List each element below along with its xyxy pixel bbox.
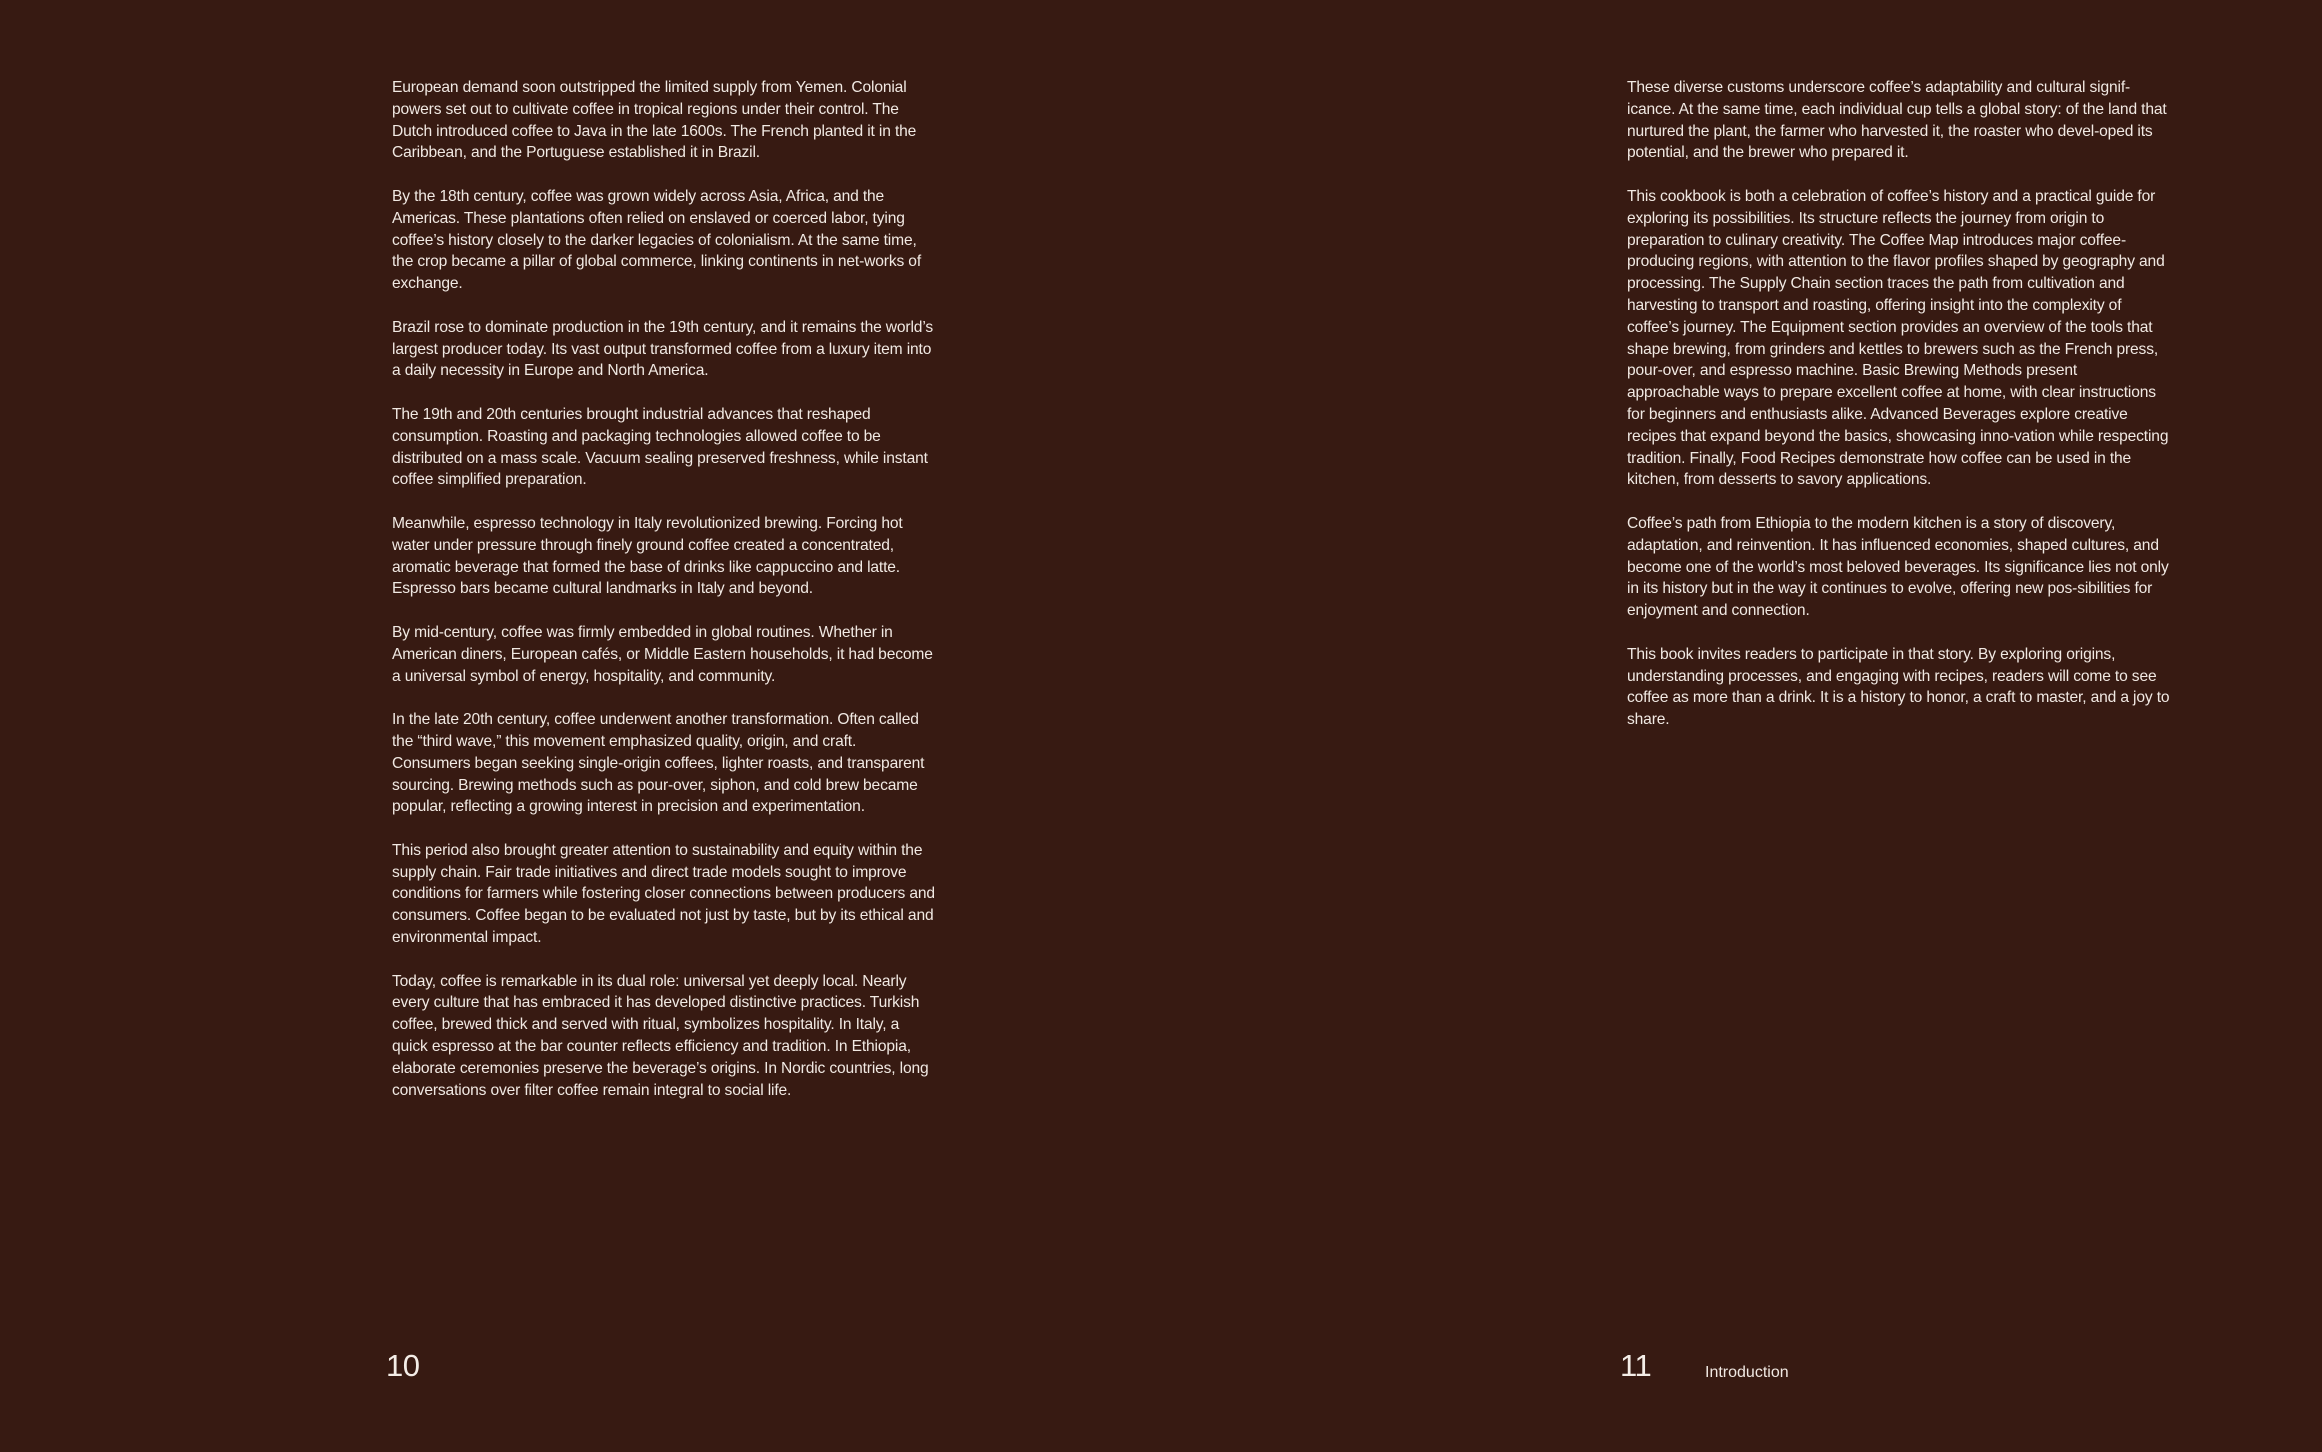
page-number-right: 11 [1620,1348,1652,1383]
paragraph: Brazil rose to dominate production in the 19th century, and it remains the world’s largest producer today. Its vast output transformed coffee from a luxury item into a daily necessity in Europe and North America. [392,318,933,380]
paragraph: European demand soon outstripped the limited supply from Yemen. Colonial powers set out to cultivate coffee in tropical regions under their control. The Dutch introduced coffee to Java in the late 1600s. The French planted it in the Caribbean, and the Portuguese established it in Brazil. [392,79,917,162]
right-page [1161,0,2322,1452]
paragraph: These diverse customs underscore coffee’s adaptability and cultural signif-icance. At the same time, each individual cup tells a global story: of the land that nurtured the plant, the farmer who harvested it, the roaster who devel-oped its potential, and the brewer who prepared it. [1627,79,2167,162]
paragraph: Coffee’s path from Ethiopia to the modern kitchen is a story of discovery, adaptation, and reinvention. It has influenced economies, shaped cultures, and become one of the world’s most beloved beverages. Its significance lies not only in its history but in the way it continues to evolve, offering new pos-sibilities for enjoyment and connection. [1627,514,2169,620]
paragraph: By mid-century, coffee was firmly embedded in global routines. Whether in American diners, European cafés, or Middle Eastern households, it had become a universal symbol of energy, hospitality, and community. [392,623,933,685]
paragraph: The 19th and 20th centuries brought industrial advances that reshaped consumption. Roasting and packaging technologies allowed coffee to be distributed on a mass scale. Vacuum sealing preserved freshness, while instant coffee simplified preparation. [392,405,928,489]
paragraph: This book invites readers to participate in that story. By exploring origins, understanding processes, and engaging with recipes, readers will come to see coffee as more than a drink. It is a history to honor, a craft to master, and a joy to share. [1627,645,2170,729]
paragraph: Today, coffee is remarkable in its dual role: universal yet deeply local. Nearly every culture that has embraced it has developed distinctive practices. Turkish coffee, brewed thick and served with ritual, symbolizes hospitality. In Italy, a quick espresso at the bar counter reflects efficiency and tradition. In Ethiopia, elaborate ceremonies preserve the beverage’s origins. In Nordic countries, long conversations over filter coffee remain integral to social life. [392,972,929,1099]
paragraph: By the 18th century, coffee was grown widely across Asia, Africa, and the Americas. These plantations often relied on enslaved or coerced labor, tying coffee’s history closely to the darker legacies of colonialism. At the same time, the crop became a pillar of global commerce, linking continents in net-works of exchange. [392,187,921,293]
running-head: Introduction [1705,1364,1789,1381]
right-text-column [1627,77,2172,753]
page-number-left: 10 [386,1348,420,1383]
paragraph: This cookbook is both a celebration of coffee’s history and a practical guide for exploring its possibilities. Its structure reflects the journey from origin to preparation to culinary creativity. The Coffee Map introduces major coffee-producing regions, with attention to the flavor profiles shaped by geography and processing. The Supply Chain section traces the path from cultivation and harvesting to transport and roasting, offering insight into the complexity of coffee’s journey. The Equipment section provides an overview of the tools that shape brewing, from grinders and kettles to brewers such as the French press, pour-over, and espresso machine. Basic Brewing Methods present approachable ways to prepare excellent coffee at home, with clear instructions for beginners and enthusiasts alike. Advanced Beverages explore creative recipes that expand beyond the basics, showcasing inno-vation while respecting tradition. Finally, Food Recipes demonstrate how coffee can be used in the kitchen, from desserts to savory applications. [1627,187,2169,489]
paragraph: Meanwhile, espresso technology in Italy revolutionized brewing. Forcing hot water under pressure through finely ground coffee created a concentrated, aromatic beverage that formed the base of drinks like cappuccino and latte. Espresso bars became cultural landmarks in Italy and beyond. [392,514,903,598]
paragraph: This period also brought greater attention to sustainability and equity within the supply chain. Fair trade initiatives and direct trade models sought to improve conditions for farmers while fostering closer connections between producers and consumers. Coffee began to be evaluated not just by taste, but by its ethical and environmental impact. [392,841,935,947]
paragraph: In the late 20th century, coffee underwent another transformation. Often called the “third wave,” this movement emphasized quality, origin, and craft. Consumers began seeking single-origin coffees, lighter roasts, and transparent sourcing. Brewing methods such as pour-over, siphon, and cold brew became popular, reflecting a growing interest in precision and experimentation. [392,711,925,816]
left-text-column [392,77,937,1123]
